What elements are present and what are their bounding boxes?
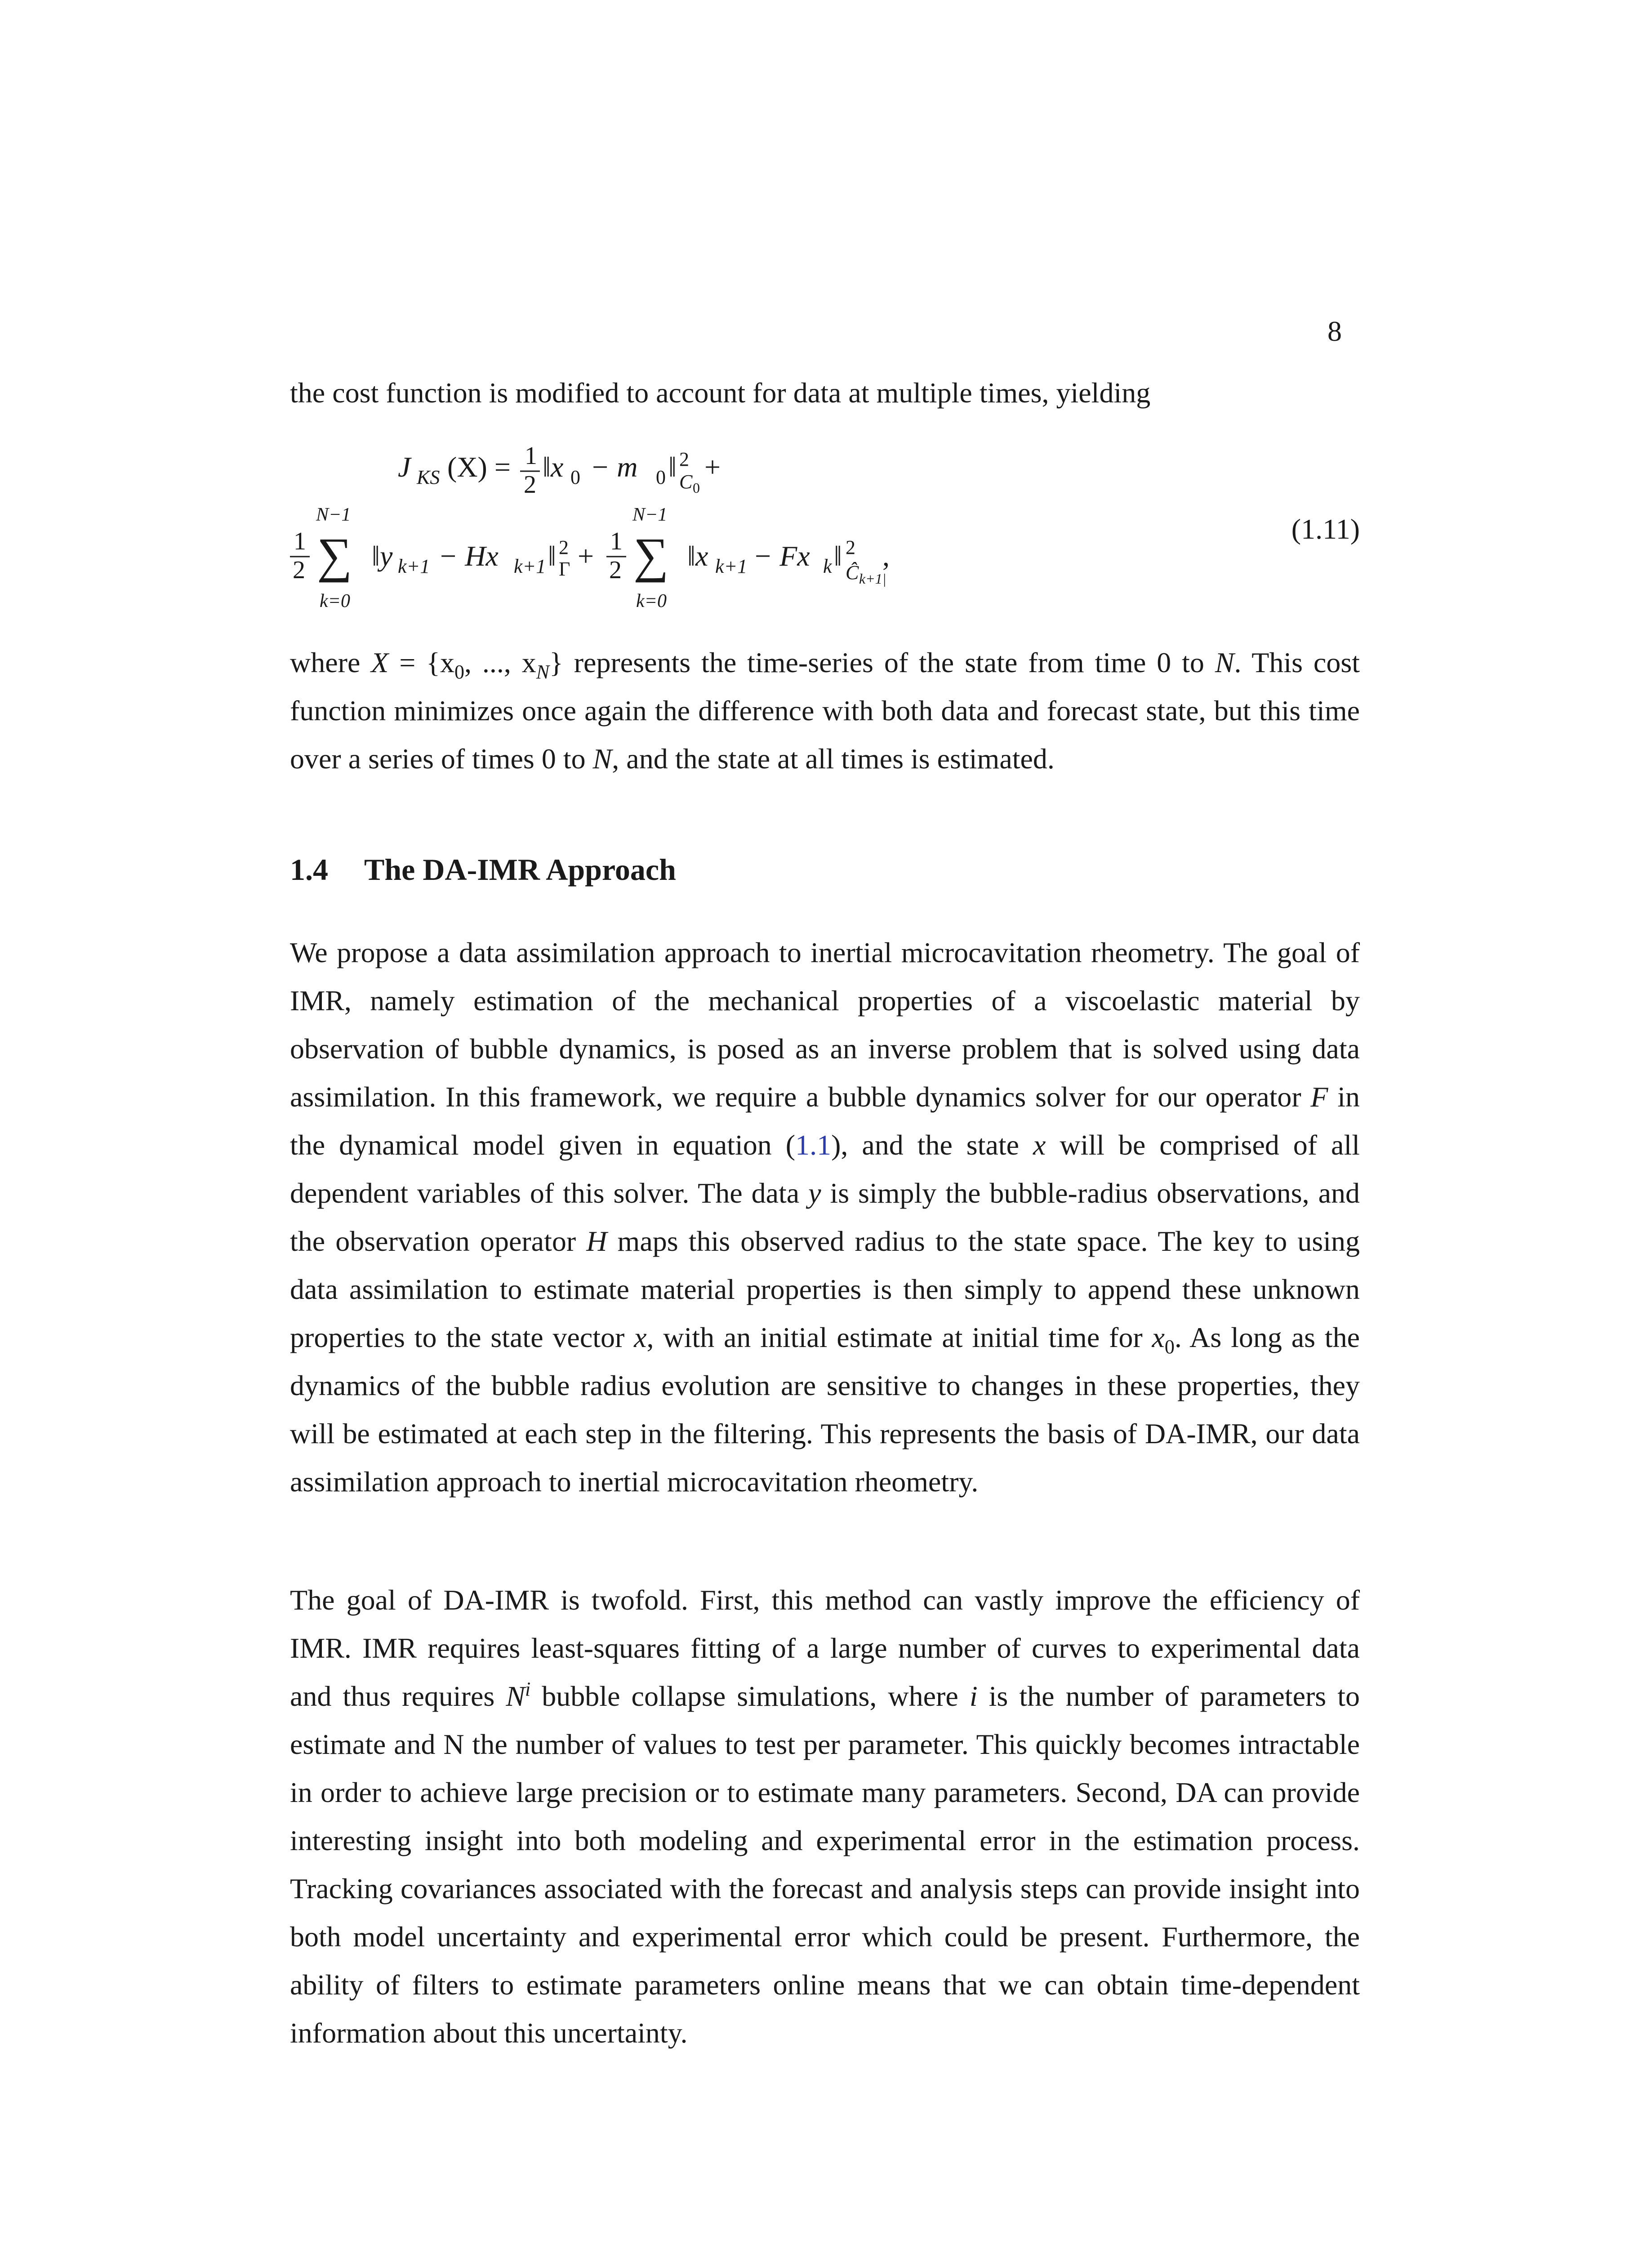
eq-sum2-upper: N−1 bbox=[632, 504, 668, 525]
eq-term2-sup: 2 bbox=[559, 536, 569, 558]
eq-lhs-sub: KS bbox=[417, 466, 440, 488]
p2-text-c: ), and the state bbox=[831, 1129, 1033, 1161]
eq-half-num-2: 1 bbox=[294, 527, 306, 555]
eq-lhs: J bbox=[398, 451, 411, 483]
p3-sup-i: i bbox=[525, 1678, 531, 1700]
p2-text-a: We propose a data assimilation approach to inertial microcavitation rheometry. The goal of IMR, namely estimation of the mechanical properties of a viscoelastic material by observation of bubble dynamics, is posed as an inverse problem that is solved using data assimilation. In this framework, we require a bubble dynamics solver for our operator bbox=[290, 937, 1360, 1113]
p3-text-c: is the number of parameters to estimate and N the number of values to test per parameter. This quickly becomes intractable in order to achieve large precision or to estimate many parameters. Second, DA can provide interesting insight into both modeling and experimental error in the estimation process. Tracking covariances associated with the forecast and analysis steps can provide insight into both model uncertainty and experimental error which could be present. Furthermore, the ability of filters to estimate parameters online means that we can obtain time-dependent information about this uncertainty. bbox=[290, 1680, 1360, 2049]
eq-term1-norm: C bbox=[679, 471, 693, 493]
eq-term2-sub: k+1 bbox=[398, 555, 430, 577]
p2-var-x2: x bbox=[634, 1321, 647, 1353]
p2-text-h: . As long as the dynamics of the bubble radius evolution are sensitive to changes in these properties, they will be estimated at each step in the filtering. This represents the basis of DA-IMR, our data assimilation approach to inertial microcavitation rheometry. bbox=[290, 1321, 1360, 1498]
page-number: 8 bbox=[1327, 315, 1342, 347]
p2-text-g: , with an initial estimate at initial time for bbox=[646, 1321, 1152, 1353]
p3-var-N: N bbox=[506, 1680, 525, 1712]
p1-text-d: } represents the time-series of the state from time 0 to bbox=[549, 647, 1215, 678]
p1-sub-N: N bbox=[536, 660, 550, 683]
eq-sum1-symbol: ∑ bbox=[317, 528, 352, 583]
eq-term3: ‖x bbox=[687, 540, 708, 572]
eq-sum2-lower: k=0 bbox=[636, 591, 667, 611]
eq-term3-sub: k+1 bbox=[715, 555, 748, 577]
eq-term3-sub2: k bbox=[823, 555, 832, 577]
p1-text-b: = {x bbox=[388, 647, 454, 678]
eq-half-num-1: 1 bbox=[525, 442, 537, 470]
p2-var-H: H bbox=[586, 1225, 607, 1257]
p1-text-a: where bbox=[290, 647, 371, 678]
intro-paragraph bbox=[290, 369, 1360, 417]
eq-term1-sub: 0 bbox=[570, 466, 580, 488]
p2-text-d: will be comprised of all dependent variables of this solver. The data bbox=[290, 1129, 1360, 1209]
eq-lhs-arg: (X) = bbox=[447, 451, 511, 483]
eq-half-den-3: 2 bbox=[609, 556, 622, 584]
p1-var-N: N bbox=[1215, 647, 1234, 678]
equation-1-11 bbox=[290, 436, 1360, 625]
eq-sum1-lower: k=0 bbox=[320, 591, 350, 611]
eq-term2-norm: Γ bbox=[559, 558, 570, 580]
eq-term2-mid: − Hx bbox=[438, 540, 499, 572]
eq-half-num-3: 1 bbox=[610, 527, 623, 555]
p2-text-f: maps this observed radius to the state space. The key to using data assimilation to estimate material properties is then simply to append these unknown properties to the state vector bbox=[290, 1225, 1360, 1353]
eq-term1-sup: 2 bbox=[679, 448, 689, 470]
eq-comma: , bbox=[882, 540, 890, 572]
p2-text-b: in the dynamical model given in equation ( bbox=[290, 1081, 1360, 1161]
eq-term3-mid: − Fx bbox=[753, 540, 810, 572]
eq-term2: ‖y bbox=[372, 540, 393, 572]
p2-text-e: is simply the bubble-radius observations, and the observation operator bbox=[290, 1177, 1360, 1257]
p2-var-x: x bbox=[1033, 1129, 1046, 1161]
p2-var-x0: x bbox=[1152, 1321, 1165, 1353]
p2-var-F: F bbox=[1310, 1081, 1328, 1113]
p2-sub-0: 0 bbox=[1164, 1335, 1175, 1358]
equation-graphic bbox=[290, 436, 1360, 625]
eq-term1: ‖x bbox=[543, 451, 564, 483]
p3-text-b: bubble collapse simulations, where bbox=[530, 1680, 970, 1712]
eq-term3-norm-sub: k+1| bbox=[859, 571, 886, 587]
section-heading bbox=[290, 852, 676, 888]
equation-number: (1.11) bbox=[1291, 513, 1360, 545]
eq-term1-end: ‖ bbox=[668, 451, 677, 483]
eq-sum1-upper: N−1 bbox=[316, 504, 351, 525]
p1-text-c: , ..., x bbox=[464, 647, 536, 678]
eq-plus-2: + bbox=[578, 540, 594, 572]
p1-var-X: X bbox=[371, 647, 389, 678]
eq-term2-end: ‖ bbox=[548, 540, 556, 572]
p1-sub-0: 0 bbox=[454, 660, 464, 683]
eq-term1-norm-sub: 0 bbox=[693, 480, 700, 496]
p3-text-a: The goal of DA-IMR is twofold. First, this method can vastly improve the efficiency of IMR. IMR requires least-squares fitting of a large number of curves to experimental data and thus requires bbox=[290, 1584, 1360, 1712]
paragraph-after-equation bbox=[290, 638, 1360, 783]
p1-var-N2: N bbox=[592, 743, 612, 775]
eq-term1-mid: − m bbox=[590, 451, 638, 483]
eq-term3-norm: Ĉ bbox=[846, 562, 859, 584]
equation-reference-link[interactable]: 1.1 bbox=[795, 1129, 832, 1161]
p1-text-f: , and the state at all times is estimated. bbox=[612, 743, 1055, 775]
p2-var-y: y bbox=[808, 1177, 821, 1209]
eq-term3-sup: 2 bbox=[846, 536, 855, 558]
section-title: The DA-IMR Approach bbox=[364, 852, 676, 887]
eq-half-den-2: 2 bbox=[293, 556, 305, 584]
p3-var-i: i bbox=[969, 1680, 978, 1712]
eq-term2-sub2: k+1 bbox=[514, 555, 546, 577]
paragraph-goal-of-da-imr bbox=[290, 1576, 1360, 2057]
eq-term1-sub2: 0 bbox=[656, 466, 666, 488]
eq-half-den-1: 2 bbox=[524, 471, 536, 499]
paragraph-da-imr-approach bbox=[290, 928, 1360, 1506]
eq-sum2-symbol: ∑ bbox=[633, 528, 669, 583]
section-number: 1.4 bbox=[290, 852, 328, 887]
eq-term3-end: ‖ bbox=[834, 540, 842, 572]
intro-text: the cost function is modified to account for data at multiple times, yielding bbox=[290, 377, 1151, 409]
eq-plus-1: + bbox=[704, 451, 721, 483]
p1-text-e: . This cost function minimizes once again the difference with both data and forecast state, but this time over a series of times 0 to bbox=[290, 647, 1360, 775]
